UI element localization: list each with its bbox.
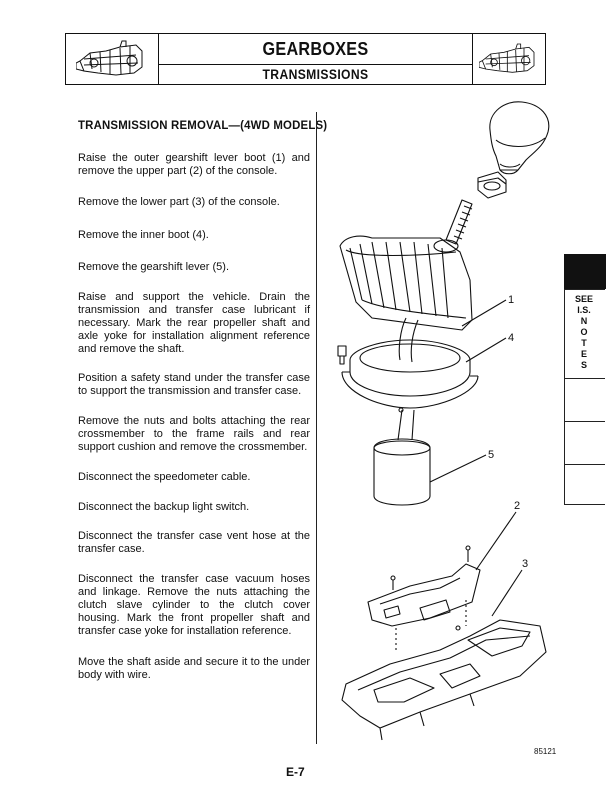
callout-2: 2 — [514, 500, 521, 512]
instruction-paragraph: Remove the inner boot (4). — [78, 229, 209, 241]
side-tab-line: SEE — [574, 294, 593, 304]
header-left-cell — [66, 34, 159, 84]
instruction-paragraph: Remove the lower part (3) of the console. — [78, 196, 280, 208]
mounting-bolt — [338, 346, 346, 364]
instruction-paragraph: Position a safety stand under the transfer case to support the transmission and transfer case. — [78, 372, 310, 397]
callout-leader — [466, 338, 506, 362]
page-number: E-7 — [286, 765, 305, 779]
callout-leader — [476, 512, 516, 570]
callout-leader — [492, 570, 522, 616]
header-divider — [159, 64, 472, 65]
callout-3: 3 — [522, 558, 529, 570]
side-tab-line: O — [580, 327, 588, 337]
instruction-paragraph: Disconnect the transfer case vent hose at the transfer case. — [78, 530, 310, 555]
instruction-paragraph: Disconnect the speedometer cable. — [78, 471, 251, 483]
inner-boot — [350, 340, 470, 396]
callout-1: 1 — [508, 294, 515, 306]
callout-leader — [430, 455, 486, 482]
upper-console — [368, 564, 480, 626]
side-tab-label — [564, 294, 604, 371]
gearbox-icon — [479, 39, 539, 79]
instruction-paragraph: Remove the nuts and bolts attaching the rear crossmember to the frame rails and rear support cushion and remove the crossmember. — [78, 415, 310, 453]
header-right-cell — [472, 34, 545, 84]
lock-nut — [478, 172, 506, 198]
side-tab-line: I.S. — [577, 305, 591, 315]
lower-console — [342, 620, 546, 728]
instruction-paragraph: Disconnect the backup light switch. — [78, 501, 250, 513]
callout-leader — [462, 300, 506, 326]
side-tab-line: T — [581, 338, 587, 348]
side-tab-line: N — [580, 316, 588, 326]
header-title-block — [159, 34, 472, 84]
callout-5: 5 — [488, 449, 495, 461]
instruction-paragraph: Raise the outer gearshift lever boot (1) and remove the upper part (2) of the console. — [78, 152, 310, 177]
column-divider — [316, 112, 317, 744]
gearshift-lever — [398, 410, 414, 440]
gearshift-exploded-illustration — [330, 98, 560, 748]
page-subtitle: TRANSMISSIONS — [262, 67, 369, 82]
page-title: GEARBOXES — [262, 39, 369, 59]
side-tab-line: S — [580, 360, 587, 370]
side-tab-marker — [564, 254, 606, 289]
instruction-paragraph: Remove the gearshift lever (5). — [78, 261, 230, 273]
shift-knob — [490, 102, 549, 170]
instruction-paragraph: Raise and support the vehicle. Drain the transmission and transfer case lubricant if necessary. Mark the rear propeller shaft and axle yoke for installation alignment reference and remove the shaft. — [78, 291, 310, 355]
instruction-paragraph: Disconnect the transfer case vacuum hoses and linkage. Remove the nuts attaching the clutch slave cylinder to the clutch cover housing. Mark the front propeller shaft and transfer case yoke for installation reference. — [78, 573, 310, 637]
gearbox-icon — [76, 39, 148, 79]
section-heading: TRANSMISSION REMOVAL—(4WD MODELS) — [78, 118, 328, 132]
callout-4: 4 — [508, 332, 515, 344]
page-header — [65, 33, 546, 85]
side-tab-line: E — [580, 349, 587, 359]
instruction-paragraph: Move the shaft aside and secure it to the under body with wire. — [78, 656, 310, 681]
figure-number: 85121 — [534, 747, 557, 756]
